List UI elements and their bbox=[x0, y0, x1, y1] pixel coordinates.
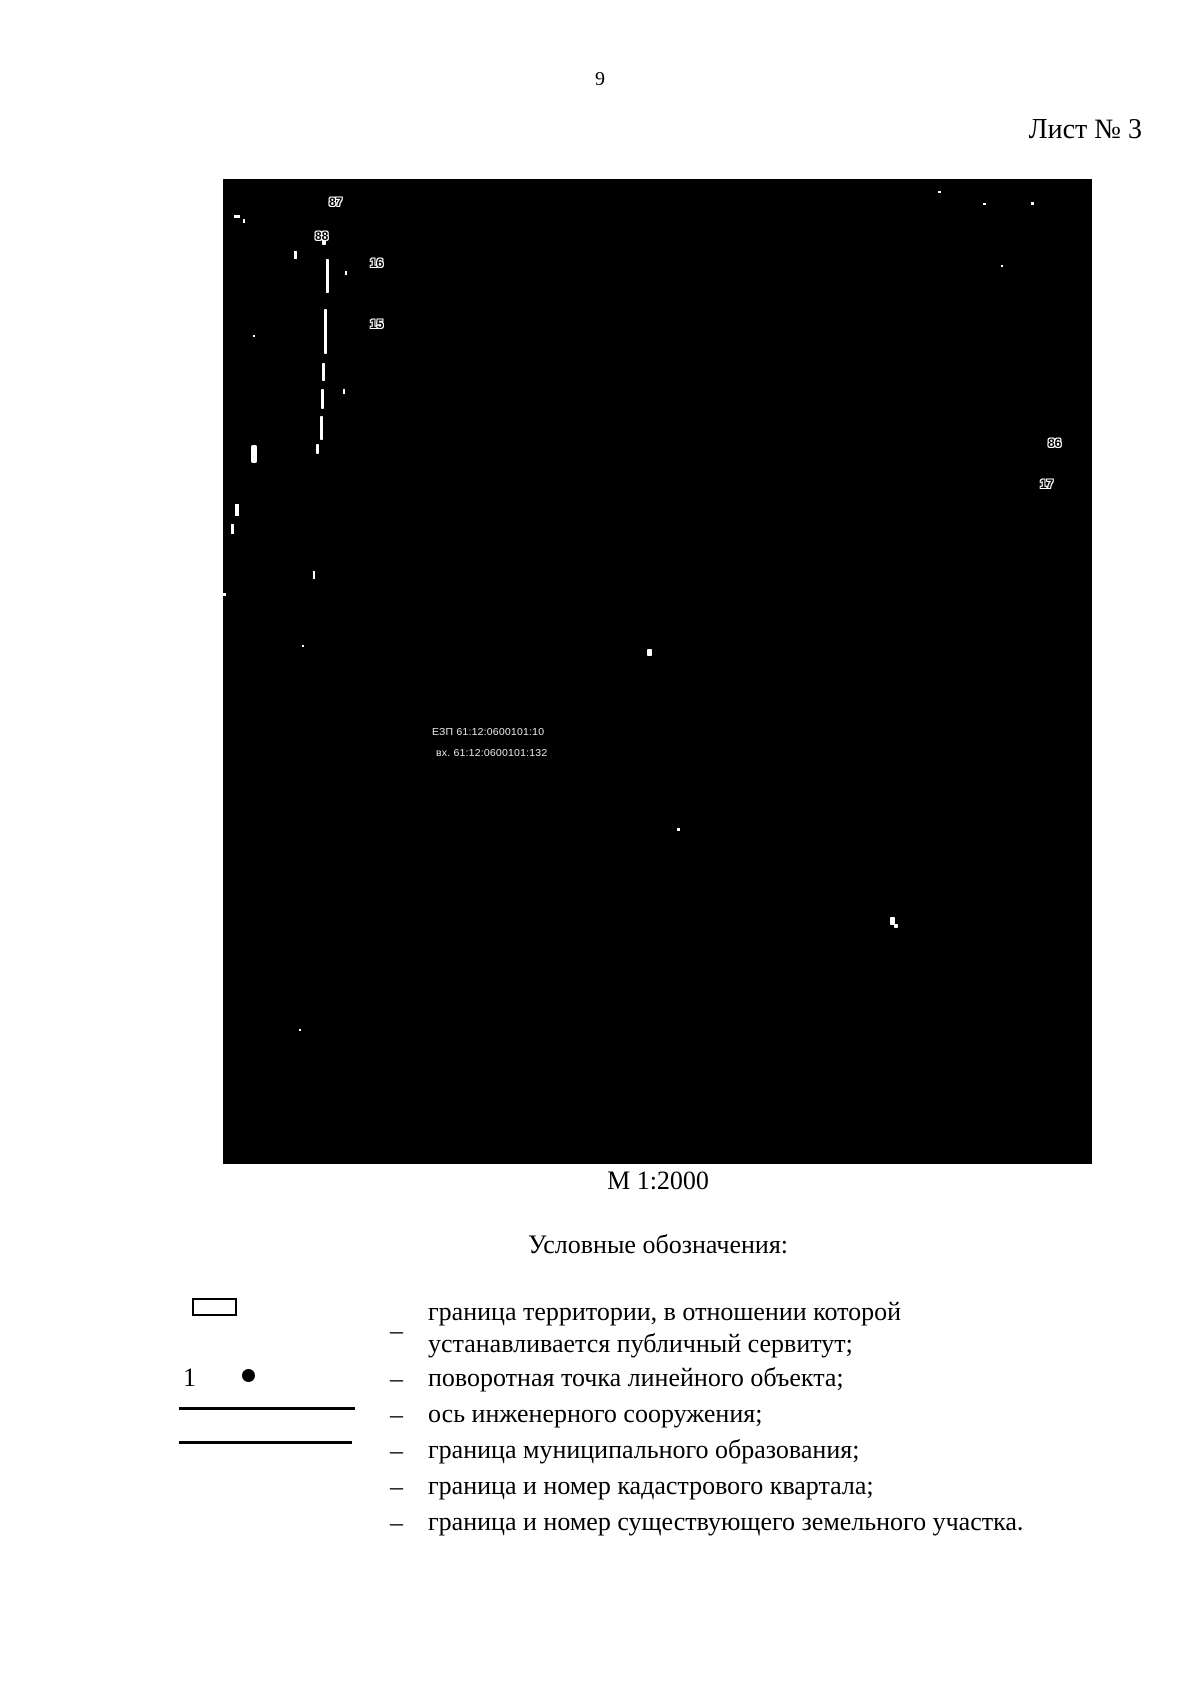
legend-symbol-point-number: 1 bbox=[183, 1363, 196, 1392]
map-speck bbox=[302, 645, 304, 647]
map-feature-segment bbox=[320, 416, 323, 440]
legend-symbol-servitude-boundary bbox=[192, 1298, 237, 1316]
legend-item-text: граница муниципального образования; bbox=[428, 1435, 860, 1464]
sheet-label: Лист № 3 bbox=[1028, 114, 1142, 145]
map-speck bbox=[299, 1029, 301, 1031]
map-image bbox=[223, 179, 1092, 1164]
map-speck bbox=[235, 504, 239, 516]
map-feature-segment bbox=[321, 389, 324, 409]
map-speck bbox=[231, 524, 234, 534]
legend-item-text: граница и номер существующего земельного участка. bbox=[428, 1507, 1024, 1536]
map-feature-segment bbox=[251, 445, 257, 463]
map-feature-segment bbox=[322, 363, 325, 381]
map-speck bbox=[294, 251, 297, 259]
map-speck bbox=[647, 649, 652, 656]
map-speck bbox=[234, 215, 240, 218]
map-speck bbox=[983, 203, 986, 205]
legend-dash: – bbox=[390, 1508, 403, 1537]
legend-dash: – bbox=[390, 1400, 403, 1429]
map-speck bbox=[938, 191, 941, 193]
point-label: 87 bbox=[329, 195, 343, 209]
map-caption-line: ЕЗП 61:12:0600101:10 bbox=[432, 726, 545, 738]
map-speck bbox=[223, 593, 226, 596]
point-label: 88 bbox=[315, 229, 329, 243]
point-label: 86 bbox=[1048, 436, 1062, 450]
legend-dash: – bbox=[390, 1364, 403, 1393]
map-speck bbox=[677, 828, 680, 831]
legend-dash: – bbox=[390, 1436, 403, 1465]
legend-item-text: устанавливается публичный сервитут; bbox=[428, 1329, 853, 1358]
map-speck bbox=[313, 571, 315, 579]
legend-symbol-point-dot bbox=[242, 1369, 255, 1382]
legend-item-text: граница территории, в отношении которой bbox=[428, 1297, 902, 1326]
map-speck bbox=[890, 917, 895, 925]
map-scale: М 1:2000 bbox=[607, 1166, 709, 1195]
legend-dash: – bbox=[390, 1472, 403, 1501]
map-speck bbox=[894, 924, 898, 928]
legend-symbol-axis-line bbox=[179, 1407, 355, 1410]
map-artifacts bbox=[223, 179, 1092, 1164]
legend-symbol-municipal-boundary bbox=[179, 1441, 352, 1444]
legend-item-text: граница и номер кадастрового квартала; bbox=[428, 1471, 874, 1500]
map-speck bbox=[243, 219, 245, 223]
point-label: 17 bbox=[1040, 477, 1054, 491]
map-speck bbox=[345, 271, 347, 275]
legend-item-text: ось инженерного сооружения; bbox=[428, 1399, 763, 1428]
map-speck bbox=[343, 389, 345, 394]
map-speck bbox=[253, 335, 255, 337]
map-feature-segment bbox=[324, 309, 327, 354]
map-feature-segment bbox=[326, 259, 329, 293]
legend-item-text: поворотная точка линейного объекта; bbox=[428, 1363, 844, 1392]
map-speck bbox=[1001, 265, 1003, 267]
legend-dash: – bbox=[390, 1316, 403, 1345]
legend-title: Условные обозначения: bbox=[527, 1230, 789, 1259]
point-label: 16 bbox=[370, 256, 384, 270]
map-speck bbox=[1031, 202, 1034, 205]
map-feature-segment bbox=[316, 444, 319, 454]
map-caption-line: вх. 61:12:0600101:132 bbox=[436, 747, 548, 759]
page-number: 9 bbox=[595, 68, 605, 90]
point-label: 15 bbox=[370, 317, 384, 331]
